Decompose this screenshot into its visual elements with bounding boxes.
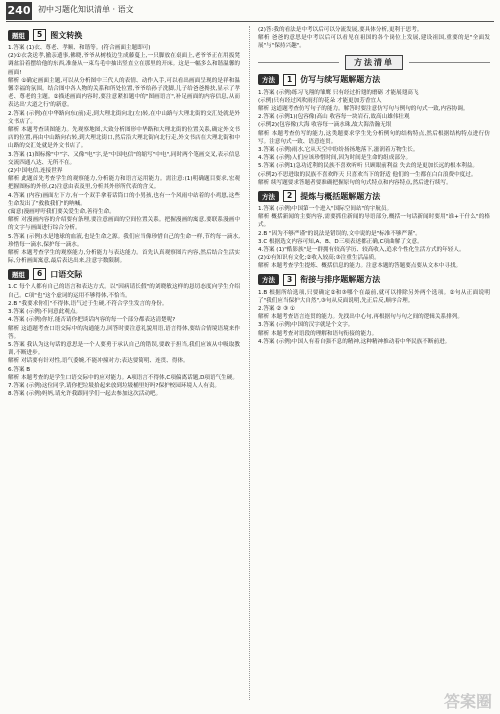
answer-paragraph: 1.答案 (1)衣、尊老、孝顺、和谐等。(符合画面主题即可) xyxy=(8,45,151,51)
method-number: 1 xyxy=(283,74,296,86)
page-number: 240 xyxy=(6,2,32,20)
answer-paragraph: 5.答案 (示例)水是地球的血液,也是生命之源。我们应当像珍惜自己的生命一样,节约每一滴水,珍惜每一滴水,保护每一滴水。 xyxy=(8,233,240,248)
method-heading xyxy=(258,274,490,286)
section-heading xyxy=(8,268,240,280)
answer-paragraph: 解析 本题考查语言连贯的能力。先找出中心句,再根据句与句之间的逻辑关系排列。 xyxy=(258,314,463,321)
section-tag: 题组 xyxy=(8,269,29,280)
answer-paragraph: 2.答案 (示例1)(包容像)高山 收容每一块岩石,故高山雄伟壮观 xyxy=(258,114,410,121)
answer-paragraph: 3.答案 (1)图标像"中"字、又像"电"字,是"中国电信"的缩写"中电",同时两个笔画交叉,表示信息交流四通八达、无所不在。 xyxy=(8,151,240,166)
section-number: 5 xyxy=(33,29,46,41)
answer-paragraph: 7.答案 (示例)这位同学,请你把垃圾拾起来放到垃圾桶里好吗?保护校园环境人人有责。 xyxy=(8,382,221,389)
answer-paragraph: 4.答案 (示例)人们应该珍惜时间,因为时间是生命的组成部分。 xyxy=(258,155,412,162)
method-heading xyxy=(258,74,490,86)
answer-paragraph: 4.答案 (示例)你好,能否请你把谈话内容的每一个部分都表达清楚呢? xyxy=(8,317,176,324)
answer-paragraph: 解析 对漫画内容的介绍要有条理,要注意画面的空间位置关系。把握漫画的寓意,要联系漫画中的文字与画面进行综合分析。 xyxy=(8,217,240,232)
answer-paragraph: 5.答案 我认为这句话的意思是一个人要勇于承认自己的错误,要敢于担当,我们应该从中吸取教训,不断进步。 xyxy=(8,341,240,357)
method-title: 提炼与概括题解题方法 xyxy=(300,191,381,201)
answer-paragraph: 8.答案 (示例)妈妈,请允许我跟同学们一起去参加这次活动吧。 xyxy=(8,391,162,398)
banner-rule xyxy=(258,62,339,63)
section-title: 图文转换 xyxy=(50,30,83,40)
answer-paragraph: 解析 本题考查读图能力。先观察地图,大致分析图形中华路和大理北街的位置关系,确定外文书店的位置,再由中山路向右转,到大理北街口,然后沿大理北街向北行走,外文书店在大理北街和中山路的交汇处就是外文书店了。 xyxy=(8,127,240,150)
method-tag: 方法 xyxy=(258,274,279,285)
watermark-logo: 答案圈 xyxy=(443,692,492,711)
answer-paragraph: (2)中国电信,连接世界 xyxy=(8,168,63,175)
banner-title: 方法清单 xyxy=(345,55,403,70)
answer-paragraph: 2.B "因为不够严谨"的说法是错误的,文中说的是"标准不够严谨"。 xyxy=(258,230,421,237)
page-header xyxy=(0,0,500,22)
answer-paragraph: 4.答案 (内容)画面左下方,有一个双手拿着话筒口的小男孩,也有一个风雨中站着的小鸡崽,这些生命发出了"救救我们"的呐喊。 xyxy=(8,192,240,207)
answer-paragraph: 2.答案 (示例)在中华路向东(前)走,到大理北街向北(左)转,在中山路与大理北街的交汇处就是外文书店了。 xyxy=(8,110,240,125)
method-banner xyxy=(258,55,490,70)
answer-paragraph: 3.C 根据选文内容可知,A、B、D三项表述都正确,C项曲解了文意。 xyxy=(258,238,423,245)
answer-paragraph: 3.答案 (示例)雨水,它从天空中纷纷扬扬地落下,滋润着万物生长。 xyxy=(258,147,419,154)
answer-paragraph: 2.答案 ② ③ ① xyxy=(258,306,295,313)
answer-paragraph: 解析 爸爸的意思是中考以后可以看见在祖国的各个岗位上发展,建设祖国,重要的是"全面发展"与"保持兴趣"。 xyxy=(258,35,490,50)
answer-paragraph: 解析 这道题考查仿写句子的能力。解答时要注意仿写句与例句的句式一致,内容协调。 xyxy=(258,106,469,113)
answer-paragraph: 1.答案 (示例)中国第一个进入"国际空间站"的宇航员。 xyxy=(258,206,393,213)
answer-paragraph: (示例)只有经过风吹雨打的花朵 才能更加芳香宜人 xyxy=(258,97,382,104)
answer-paragraph: 解析 本题考查的是学生口语交际中的应对能力。A项语言不得体,C项偏离话题,D项语气生硬。 xyxy=(8,374,238,381)
answer-paragraph: (2)答:我的看法是中考以后可以分流发展,要具体分析,更利于思考。 xyxy=(258,27,423,33)
section-number: 6 xyxy=(33,268,46,280)
answer-paragraph: 2.B "我要求你们"不得体,语气过于生硬,不符合学生发言的身份。 xyxy=(8,300,168,307)
answer-paragraph: 4.答案 (示例)中国人有着自强不息的精神,这种精神推动着中华民族不断前进。 xyxy=(258,338,451,345)
section-heading xyxy=(8,29,240,41)
method-tag: 方法 xyxy=(258,191,279,202)
answer-paragraph: (寓意)漫画呼吁我们要关爱生命,善待生命。 xyxy=(8,209,115,216)
answer-paragraph: 3.答案 (示例)中国的汉字就是个文字。 xyxy=(258,322,354,329)
method-tag: 方法 xyxy=(258,74,279,85)
right-column xyxy=(258,26,490,702)
answer-paragraph: 解析 本题考查学生提炼、概括信息的能力。注意本题的答题要点要从文本中寻找。 xyxy=(258,263,462,270)
book-title: 初中习题化知识清单 · 语文 xyxy=(38,5,134,14)
answer-paragraph: 解析 本题考查仿写的能力,这类题要求学生先分析例句的结构特点,然后根据结构特点进行仿写。注意句式一致、语意连贯。 xyxy=(258,130,490,145)
answer-paragraph: 解析 这道题考查口语交际中的沟通能力,回答时要注意礼貌用语,语言得体,要结合情境语境来作答。 xyxy=(8,325,240,340)
header-rule xyxy=(6,21,494,22)
method-heading xyxy=(258,190,490,202)
section-title: 口语交际 xyxy=(50,269,83,279)
answer-paragraph: 6.答案 B xyxy=(8,366,31,373)
answer-paragraph: 5.答案 (示例1)急功近利的民族不喜欢听听 只顾眼前利益 失去的是更加长远的根本利益。 xyxy=(258,163,478,170)
answer-paragraph: 解析 ①确定画面主题,可以从分析图中三代人的表情、动作入手,可以看出画面呈现的是祥和温馨幸福的氛围。结合图中各人物的关系和所处位置,爷爷给孙子洗脚,儿子给爸爸搀扶,显示了孝老、尊老的主题。②描述画面内容时,要注意紧扣题中的"图画语言",补足画面的内容信息,从而表达出'大道之行'的新意。 xyxy=(8,77,240,109)
answer-paragraph: (示例2)(包容像)大海 收容每一滴水珠,故大海浩瀚无垠 xyxy=(258,122,392,129)
answer-paragraph: 解析 对话要有针对性,语气委婉,不能冲撞对方;表达要简明、连贯、得体。 xyxy=(8,358,189,365)
answer-paragraph: 4.答案 (1)"酷影族"是一群拥有较高学历、较高收入,追求个性化生活方式的年轻人。 xyxy=(258,247,465,254)
answer-paragraph: 解析 此题首先考查学生的观察能力,分析能力和语言运用能力。需注意:(1)明确题目要求,宏观把握图标的外形,(2)注意由表及里,分析其外形所代表的含义。 xyxy=(8,176,240,191)
answer-paragraph: 解析 续写题要求答题者要准确把握原句的句式特点和内容特点,然后进行续写。 xyxy=(258,179,452,186)
method-number: 2 xyxy=(283,190,296,202)
answer-paragraph: (2)①有知识有文化;②收入较高;③注重生活品质。 xyxy=(258,255,380,262)
method-title: 衔接与排序题解题方法 xyxy=(300,275,381,285)
left-column xyxy=(8,26,240,702)
answer-paragraph: 解析 本题考查对语段的理解和语句衔接的能力。 xyxy=(258,330,378,337)
answer-paragraph: 1.B 根据所给选项,只要确定②和③哪个在最前,就可以排除另外两个选项。②句从正面说明了"我们应当保护大自然",③句从反面说明,先正后反,顺序合理。 xyxy=(258,289,490,304)
answer-paragraph: 解析 本题考查学生的观察能力,分析能力与表达能力。首先认真观察图片内容,然后结合生活实际,分析画面寓意,最后表达出来,注意字数限制。 xyxy=(8,250,240,265)
answer-paragraph: (示例2)不思进取的民族不喜欢昨天 只喜欢当下的舒适 他们的一生都在白白浪费中度过。 xyxy=(258,171,477,178)
method-number: 3 xyxy=(283,274,296,286)
answer-paragraph: 3.答案 (示例)不同意此观点。 xyxy=(8,309,82,316)
answer-paragraph: 1.C 每个人都有自己的语言和表达方式。以"因病请长假"的刘晓敏这样的恳切态度向学生介绍自己。C项"也"这个虚词的运用不够得体,不恰当。 xyxy=(8,284,240,299)
method-title: 仿写与续写题解题方法 xyxy=(300,75,381,85)
answer-paragraph: 解析 概括新闻的主要内容,需要抓住新闻的导语部分,概括一句话新闻时要用"谁+干什么"的格式。 xyxy=(258,214,490,229)
answer-paragraph: (2)①衣衾送孝,撤亲遗事,佛晓,爷爷从树枝边生成藤蔓上,一只脚放在桌面上,老爷爷正在用扳凳调盆沿着摆给他的东西,准备从一束鸟毛中抽出竖直立在那里的开床。这是一幅多么和谐温馨的画面! xyxy=(8,53,240,76)
answer-paragraph: 1.答案 (示例)练习飞翔的雏鹰 只有经过折翅的磨砺 才能展翅高飞 xyxy=(258,89,419,96)
section-tag: 题组 xyxy=(8,30,29,41)
banner-rule xyxy=(409,62,490,63)
column-divider xyxy=(249,26,250,700)
